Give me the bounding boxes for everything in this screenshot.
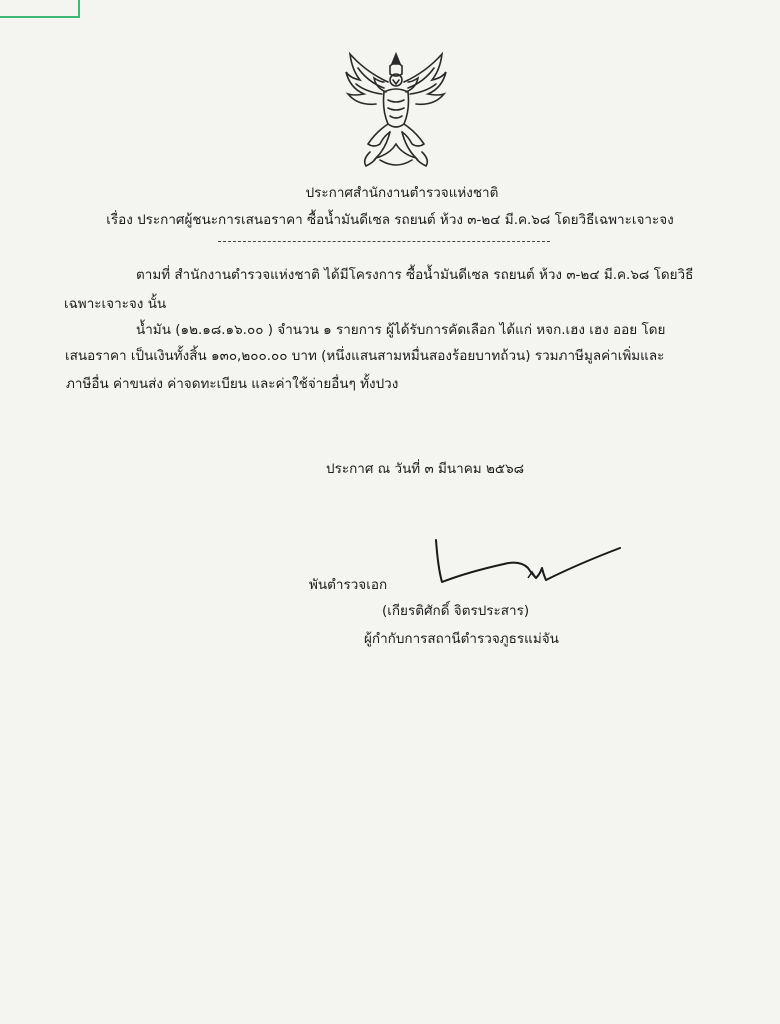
body-line: เสนอราคา เป็นเงินทั้งสิ้น ๑๓๐,๒๐๐.๐๐ บาท (หนึ่งแสนสามหมื่นสองร้อยบาทถ้วน) รวมภาษีมูลค่าเพิ่มและ [65,348,665,364]
corner-mark [0,0,80,18]
dashed-divider [218,241,550,242]
signatory-position: ผู้กำกับการสถานีตำรวจภูธรแม่จัน [364,631,559,647]
announcement-title: ประกาศสำนักงานตำรวจแห่งชาติ [305,185,499,201]
body-line: ตามที่ สำนักงานตำรวจแห่งชาติ ได้มีโครงการ ซื้อน้ำมันดีเซล รถยนต์ ห้วง ๓-๒๔ มี.ค.๖๘ โดยวิธี [136,267,694,283]
garuda-emblem-icon [340,48,452,170]
announcement-subject: เรื่อง ประกาศผู้ชนะการเสนอราคา ซื้อน้ำมันดีเซล รถยนต์ ห้วง ๓-๒๔ มี.ค.๖๘ โดยวิธีเฉพาะเจาะจง [106,212,674,228]
body-line: น้ำมัน (๑๒.๑๘.๑๖.๐๐ ) จำนวน ๑ รายการ ผู้ได้รับการคัดเลือก ได้แก่ หจก.เฮง เฮง ออย โดย [136,322,666,338]
signatory-rank: พันตำรวจเอก [309,577,388,593]
handwritten-signature [428,538,624,596]
body-line: ภาษีอื่น ค่าขนส่ง ค่าจดทะเบียน และค่าใช้จ่ายอื่นๆ ทั้งปวง [66,376,399,392]
signatory-name: (เกียรติศักดิ์ จิตรประสาร) [382,603,530,619]
body-line: เฉพาะเจาะจง นั้น [64,296,167,312]
announcement-date: ประกาศ ณ วันที่ ๓ มีนาคม ๒๕๖๘ [326,461,525,477]
